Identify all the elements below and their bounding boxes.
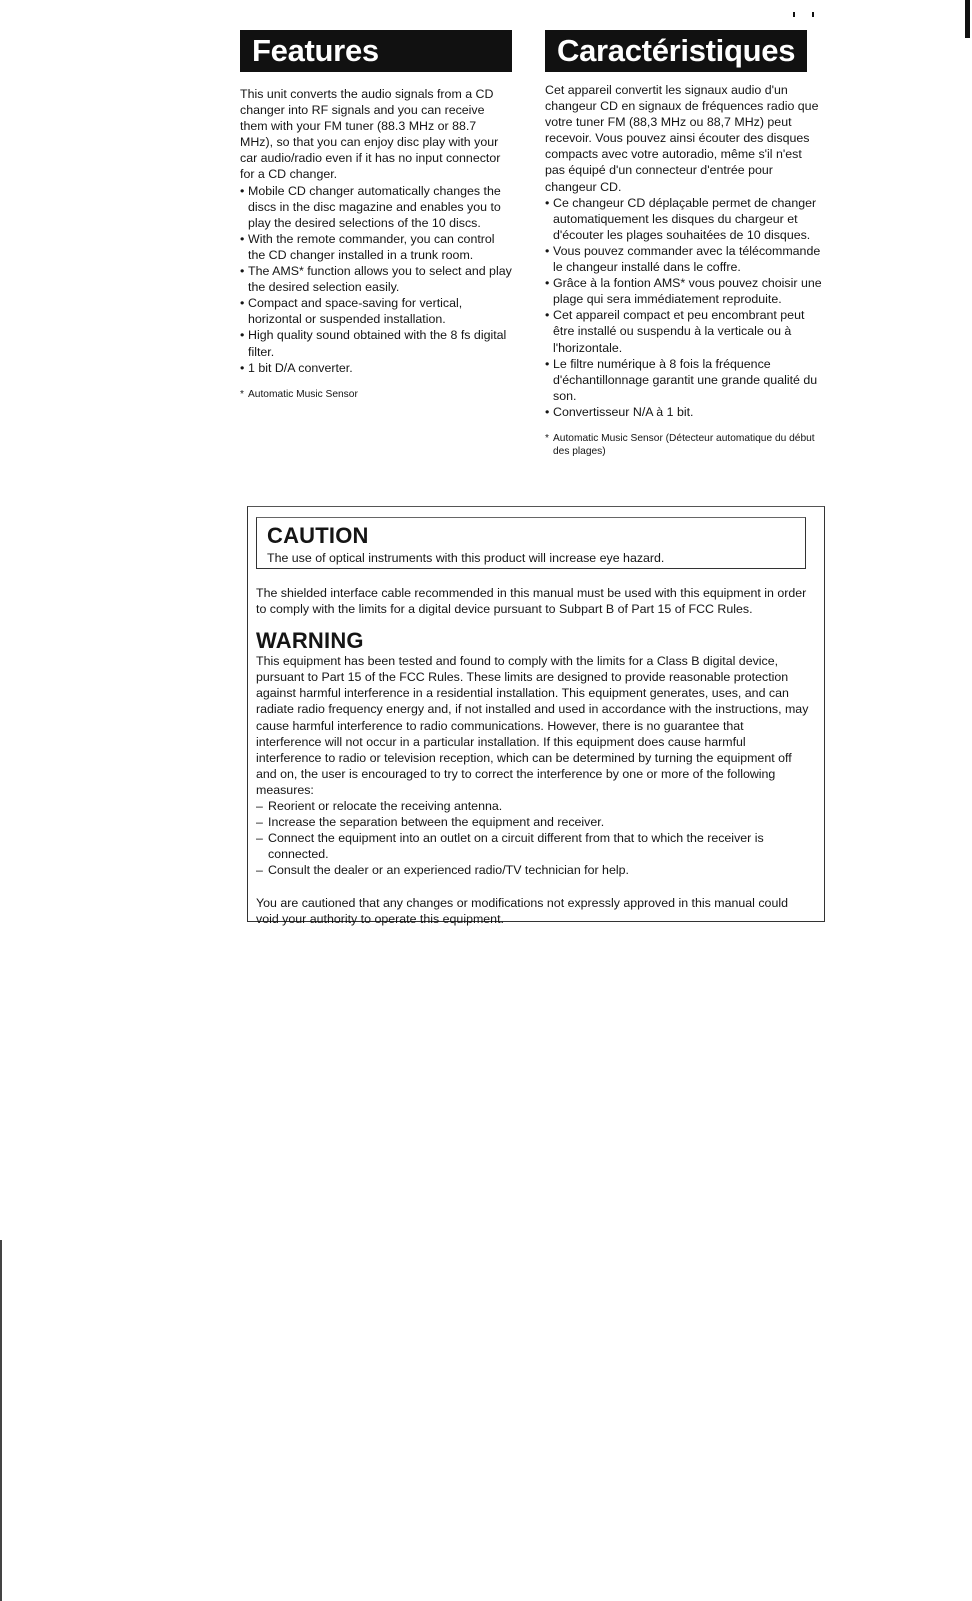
notice-body [256, 585, 812, 927]
list-item: • Grâce à la fontion AMS* vous pouvez choisir une plage qui sera immédiatement reproduite. [545, 275, 825, 307]
shielded-cable-notice: The shielded interface cable recommended in this manual must be used with this equipment in order to comply with the limits for a digital device pursuant to Subpart B of Part 15 of FCC Rules. [256, 586, 807, 617]
modification-caution: You are cautioned that any changes or modifications not expressly approved in this manual could void your authority to operate this equipment. [256, 895, 788, 926]
scan-mark [965, 0, 970, 38]
caracteristiques-intro: Cet appareil convertit les signaux audio d'un changeur CD en signaux de fréquences radio que votre tuner FM (88,3 MHz ou 88,7 MHz) peut recevoir. Vous pouvez ainsi écouter des disques compacts avec votre autoradio, même s'il n'est pas équipé d'un connecteur d'entrée pour changeur CD. [545, 83, 819, 194]
list-item: • Mobile CD changer automatically changes the discs in the disc magazine and enables you to play the desired selections of the 10 discs. [240, 183, 512, 231]
features-list [240, 183, 512, 376]
caracteristiques-footnote: * Automatic Music Sensor (Détecteur automatique du début des plages) [545, 432, 825, 458]
caution-title: CAUTION [267, 523, 369, 548]
measures-list [256, 798, 812, 878]
features-intro: This unit converts the audio signals from a CD changer into RF signals and you can receive them with your FM tuner (88.3 MHz or 88.7 MHz), so that you can enjoy disc play with your car audio/radio even if it has no input connector for a CD changer. [240, 87, 501, 182]
list-item: • Le filtre numérique à 8 fois la fréquence d'échantillonnage garantit une grande qualité du son. [545, 356, 825, 404]
list-item: • Convertisseur N/A à 1 bit. [545, 404, 825, 420]
list-item: – Reorient or relocate the receiving antenna. [256, 798, 812, 814]
list-item: – Consult the dealer or an experienced radio/TV technician for help. [256, 862, 812, 878]
caracteristiques-list [545, 195, 825, 420]
caracteristiques-section [545, 30, 825, 458]
list-item: – Increase the separation between the equipment and receiver. [256, 814, 812, 830]
scan-mark [812, 12, 814, 17]
scan-mark [793, 12, 795, 17]
list-item: • With the remote commander, you can control the CD changer installed in a trunk room. [240, 231, 512, 263]
caution-box [256, 517, 806, 569]
scan-mark [0, 1240, 2, 1601]
caracteristiques-heading: Caractéristiques [545, 30, 807, 72]
caution-text: The use of optical instruments with this product will increase eye hazard. [267, 551, 665, 565]
list-item: • Compact and space-saving for vertical, horizontal or suspended installation. [240, 295, 512, 327]
list-item: – Connect the equipment into an outlet on a circuit different from that to which the receiver is connected. [256, 830, 812, 862]
features-heading: Features [240, 30, 512, 72]
features-footnote: * Automatic Music Sensor [240, 388, 512, 401]
features-section [240, 30, 512, 401]
notice-box [247, 506, 825, 926]
list-item: • The AMS* function allows you to select and play the desired selection easily. [240, 263, 512, 295]
list-item: • 1 bit D/A converter. [240, 360, 512, 376]
warning-text: This equipment has been tested and found to comply with the limits for a Class B digital device, pursuant to Part 15 of the FCC Rules. These limits are designed to provide reasonable protection against harmful interference in a residential installation. This equipment generates, uses, and can radiate radio frequency energy and, if not installed and used in accordance with the instructions, may cause harmful interference to radio communications. However, there is no guarantee that interference will not occur in a particular installation. If this equipment does cause harmful interference to radio or television reception, which can be determined by turning the equipment off and on, the user is encouraged to try to correct the interference by one or more of the following measures: [256, 654, 809, 797]
list-item: • High quality sound obtained with the 8 fs digital filter. [240, 327, 512, 359]
list-item: • Cet appareil compact et peu encombrant peut être installé ou suspendu à la verticale ou à l'horizontale. [545, 307, 825, 355]
list-item: • Ce changeur CD déplaçable permet de changer automatiquement les disques du chargeur et d'écouter les plages souhaitées de 10 disques. [545, 195, 825, 243]
warning-title: WARNING [256, 628, 364, 654]
list-item: • Vous pouvez commander avec la télécommande le changeur installé dans le coffre. [545, 243, 825, 275]
